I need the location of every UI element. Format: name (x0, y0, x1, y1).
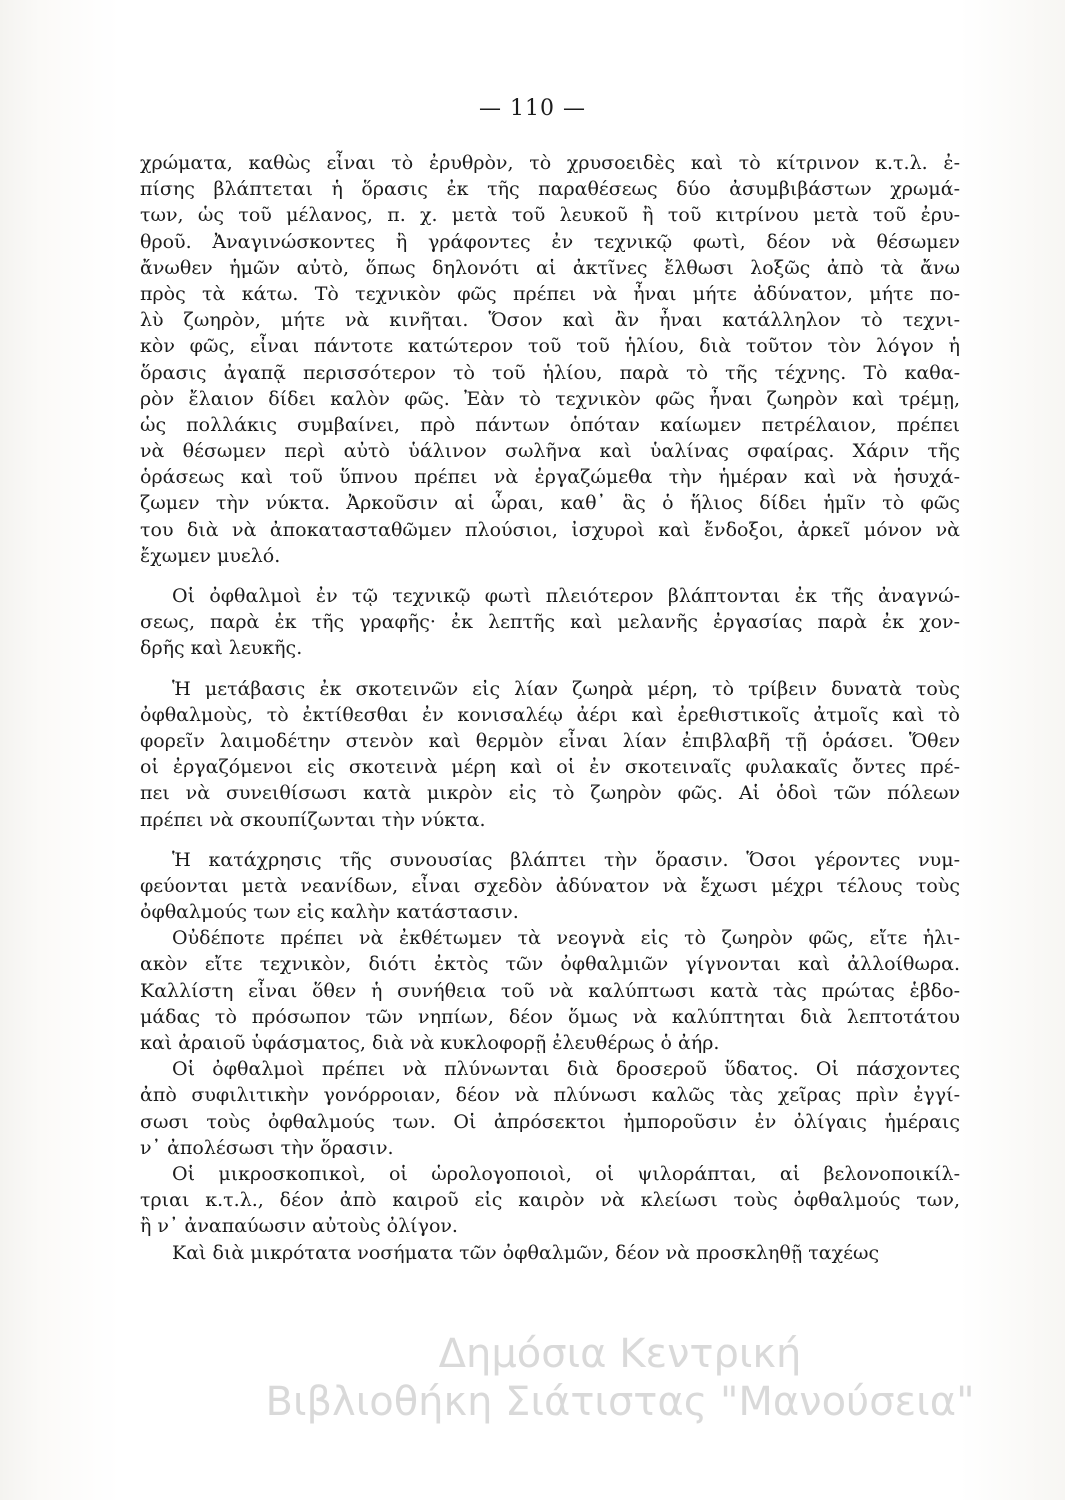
watermark-line-2: Βιβλιοθήκη Σιάτιστας "Μανούσεια" (265, 1379, 975, 1425)
text-line: ρὸν ἔλαιον δίδει καλὸν φῶς. Ἐὰν τὸ τεχνικὸν φῶς ἦναι ζωηρὸν καὶ τρέμῃ, (140, 387, 960, 410)
text-line: φεύονται μετὰ νεανίδων, εἶναι σχεδὸν ἀδύνατον νὰ ἔχωσι μέχρι τέλους τοὺς (140, 874, 960, 897)
text-line: οἱ ἐργαζόμενοι εἰς σκοτεινὰ μέρη καὶ οἱ ἐν σκοτειναῖς φυλακαῖς ὄντες πρέ- (140, 756, 960, 779)
text-line: Ἡ κατάχρησις τῆς συνουσίας βλάπτει τὴν ὅρασιν. Ὅσοι γέροντες νυμ- (172, 848, 960, 871)
paragraph (140, 583, 960, 662)
paragraph (140, 925, 960, 1056)
body-text (140, 150, 960, 1266)
watermark-line-1: Δημόσια Κεντρική (438, 1331, 802, 1377)
text-line: Οἱ μικροσκοπικοὶ, οἱ ὡρολογοποιοὶ, οἱ ψιλοράπται, αἱ βελονοποικίλ- (172, 1162, 960, 1185)
paragraph (140, 847, 960, 926)
text-line: μάδας τὸ πρόσωπον τῶν νηπίων, δέον ὅμως νὰ καλύπτηται διὰ λεπτοτάτου (140, 1005, 960, 1028)
text-line: ὀφθαλμούς των εἰς καλὴν κατάστασιν. (140, 901, 519, 924)
text-line: Οἱ ὀφθαλμοὶ ἐν τῷ τεχνικῷ φωτὶ πλειότερον βλάπτονται ἐκ τῆς ἀναγνώ- (172, 585, 960, 607)
text-line: Καὶ διὰ μικρότατα νοσήματα τῶν ὀφθαλμῶν, δέον νὰ προσκληθῇ ταχέως (172, 1241, 880, 1264)
paragraph-gap (140, 569, 960, 583)
text-line: του διὰ νὰ ἀποκατασταθῶμεν πλούσιοι, ἰσχυροὶ καὶ ἔνδοξοι, ἀρκεῖ μόνον νὰ (140, 518, 960, 541)
text-line: ἔχωμεν μυελό. (140, 544, 281, 567)
text-line: Ἡ μετάβασις ἐκ σκοτεινῶν εἰς λίαν ζωηρὰ μέρη, τὸ τρίβειν δυνατὰ τοὺς (172, 677, 960, 700)
text-line: πρὸς τὰ κάτω. Τὸ τεχνικὸν φῶς πρέπει νὰ ἦναι μήτε ἀδύνατον, μήτε πο- (140, 282, 960, 305)
text-line: κὸν φῶς, εἶναι πάντοτε κατώτερον τοῦ τοῦ ἡλίου, διὰ τοῦτον τὸν λόγον ἡ (140, 335, 960, 358)
paragraph (140, 1161, 960, 1240)
text-line: πει νὰ συνειθίσωσι κατὰ μικρὸν εἰς τὸ ζωηρὸν φῶς. Αἱ ὁδοὶ τῶν πόλεων (140, 782, 960, 805)
text-line: ζωμεν τὴν νύκτα. Ἀρκοῦσιν αἱ ὧραι, καθ᾽ ἃς ὁ ἥλιος δίδει ἡμῖν τὸ φῶς (140, 492, 960, 515)
text-line: φορεῖν λαιμοδέτην στενὸν καὶ θερμὸν εἶναι λίαν ἐπιβλαβῆ τῇ ὁράσει. Ὅθεν (140, 729, 960, 752)
text-line: Οὐδέποτε πρέπει νὰ ἐκθέτωμεν τὰ νεογνὰ εἰς τὸ ζωηρὸν φῶς, εἴτε ἡλι- (172, 927, 960, 950)
text-line: νὰ θέσωμεν περὶ αὐτὸ ὑάλινον σωλῆνα καὶ ὑαλίνας σφαίρας. Χάριν τῆς (140, 440, 960, 463)
text-line: σεως, παρὰ ἐκ τῆς γραφῆς· ἐκ λεπτῆς καὶ μελανῆς ἐργασίας παρὰ ἐκ χον- (140, 611, 960, 634)
text-line: ἄνωθεν ἡμῶν αὐτὸ, ὅπως δηλονότι αἱ ἀκτῖνες ἔλθωσι λοξῶς ἀπὸ τὰ ἄνω (140, 256, 960, 279)
text-line: ἢ ν᾽ ἀναπαύωσιν αὐτοὺς ὀλίγον. (140, 1215, 458, 1238)
paragraph (140, 1240, 960, 1266)
paragraph (140, 1056, 960, 1161)
text-line: ὀφθαλμοὺς, τὸ ἐκτίθεσθαι ἐν κονισαλέῳ ἀέρι καὶ ἐρεθιστικοῖς ἀτμοῖς καὶ τὸ (140, 703, 960, 726)
text-line: Οἱ ὀφθαλμοὶ πρέπει νὰ πλύνωνται διὰ δροσεροῦ ὕδατος. Οἱ πάσχοντες (172, 1058, 960, 1081)
text-line: πρέπει νὰ σκουπίζωνται τὴν νύκτα. (140, 808, 486, 831)
text-line: καὶ ἀραιοῦ ὑφάσματος, διὰ νὰ κυκλοφορῇ ἐλευθέρως ὁ ἀήρ. (140, 1032, 720, 1054)
text-line: ὁράσεως καὶ τοῦ ὕπνου πρέπει νὰ ἐργαζώμεθα τὴν ἡμέραν καὶ νὰ ἡσυχά- (140, 466, 960, 489)
paragraph (140, 676, 960, 833)
text-line: Καλλίστη εἶναι ὅθεν ἡ συνήθεια τοῦ νὰ καλύπτωσι κατὰ τὰς πρώτας ἑβδο- (140, 979, 960, 1002)
text-line: ὅρασις ἀγαπᾷ περισσότερον τὸ τοῦ ἡλίου, παρὰ τὸ τῆς τέχνης. Τὸ καθα- (140, 361, 960, 384)
text-line: πίσης βλάπτεται ἡ ὅρασις ἐκ τῆς παραθέσεως δύο ἀσυμβιβάστων χρωμά- (140, 178, 960, 201)
text-line: ν᾽ ἀπολέσωσι τὴν ὅρασιν. (140, 1136, 394, 1159)
library-watermark (250, 1330, 990, 1426)
paragraph-gap (140, 662, 960, 676)
text-line: σωσι τοὺς ὀφθαλμούς των. Οἱ ἀπρόσεκτοι ἠμποροῦσιν ἐν ὀλίγαις ἡμέραις (140, 1110, 960, 1133)
text-line: θροῦ. Ἀναγινώσκοντες ἢ γράφοντες ἐν τεχνικῷ φωτὶ, δέον νὰ θέσωμεν (140, 230, 960, 253)
text-line: των, ὡς τοῦ μέλανος, π. χ. μετὰ τοῦ λευκοῦ ἢ τοῦ κιτρίνου μετὰ τοῦ ἐρυ- (140, 204, 960, 227)
text-line: τριαι κ.τ.λ., δέον ἀπὸ καιροῦ εἰς καιρὸν νὰ κλείωσι τοὺς ὀφθαλμούς των, (140, 1189, 960, 1212)
text-line: λὺ ζωηρὸν, μήτε νὰ κινῆται. Ὅσον καὶ ἂν ἦναι κατάλληλον τὸ τεχνι- (140, 309, 960, 332)
text-line: ακὸν εἴτε τεχνικὸν, διότι ἐκτὸς τῶν ὀφθαλμιῶν γίγνονται καὶ ἀλλοίθωρα. (140, 953, 960, 976)
text-line: δρῆς καὶ λευκῆς. (140, 637, 303, 660)
text-line: ἀπὸ συφιλιτικὴν γονόρροιαν, δέον νὰ πλύνωσι καλῶς τὰς χεῖρας πρὶν ἐγγί- (140, 1084, 960, 1107)
text-line: ὡς πολλάκις συμβαίνει, πρὸ πάντων ὁπόταν καίωμεν πετρέλαιον, πρέπει (140, 413, 960, 436)
paragraph (140, 150, 960, 569)
page-number: — 110 — (479, 96, 586, 121)
paragraph-gap (140, 833, 960, 847)
text-line: χρώματα, καθὼς εἶναι τὸ ἐρυθρὸν, τὸ χρυσοειδὲς καὶ τὸ κίτρινον κ.τ.λ. ἐ- (140, 152, 960, 174)
